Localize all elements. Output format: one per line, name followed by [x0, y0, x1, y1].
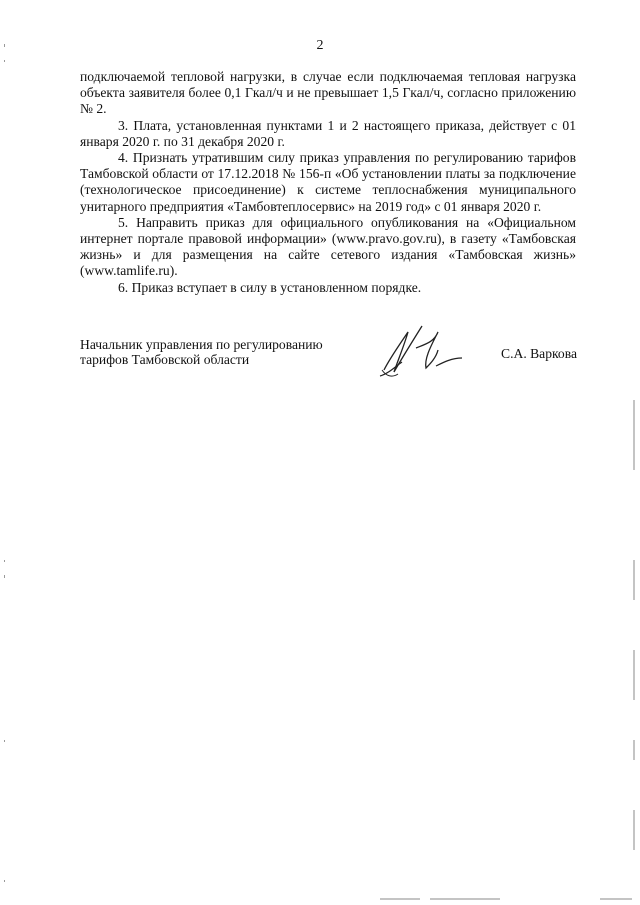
- document-body: [80, 69, 576, 296]
- paragraph-5: 5. Направить приказ для официального опубликования на «Официальном интернет портале правовой информации» (www.pravo.gov.ru), в газету «Тамбовская жизнь» и для размещения на сайте сетевого издания «Тамбовская жизнь» (www.tamlife.ru).: [80, 214, 576, 279]
- signatory-position: [80, 337, 323, 367]
- page-number: 2: [316, 38, 324, 53]
- signatory-position-line-2: тарифов Тамбовской области: [80, 352, 250, 367]
- paragraph-6: 6. Приказ вступает в силу в установленном порядке.: [118, 279, 422, 295]
- paragraph-continuation: подключаемой тепловой нагрузки, в случае если подключаемая тепловая нагрузка объекта заявителя более 0,1 Гкал/ч и не превышает 1,5 Гкал/ч, согласно приложению № 2.: [80, 69, 576, 117]
- signatory-position-line-1: Начальник управления по регулированию: [80, 337, 323, 352]
- handwritten-signature: [378, 318, 478, 382]
- signatory-name: С.А. Варкова: [501, 346, 577, 361]
- paragraph-4: 4. Признать утратившим силу приказ управления по регулированию тарифов Тамбовской области от 17.12.2018 № 156-п «Об установлении платы за подключение (технологическое присоединение) к системе теплоснабжения муниципального унитарного предприятия «Тамбовтеплосервис» на 2019 год» с 01 января 2020 г.: [80, 150, 576, 214]
- paragraph-3: 3. Плата, установленная пунктами 1 и 2 настоящего приказа, действует с 01 января 2020 г. по 31 декабря 2020 г.: [80, 117, 576, 149]
